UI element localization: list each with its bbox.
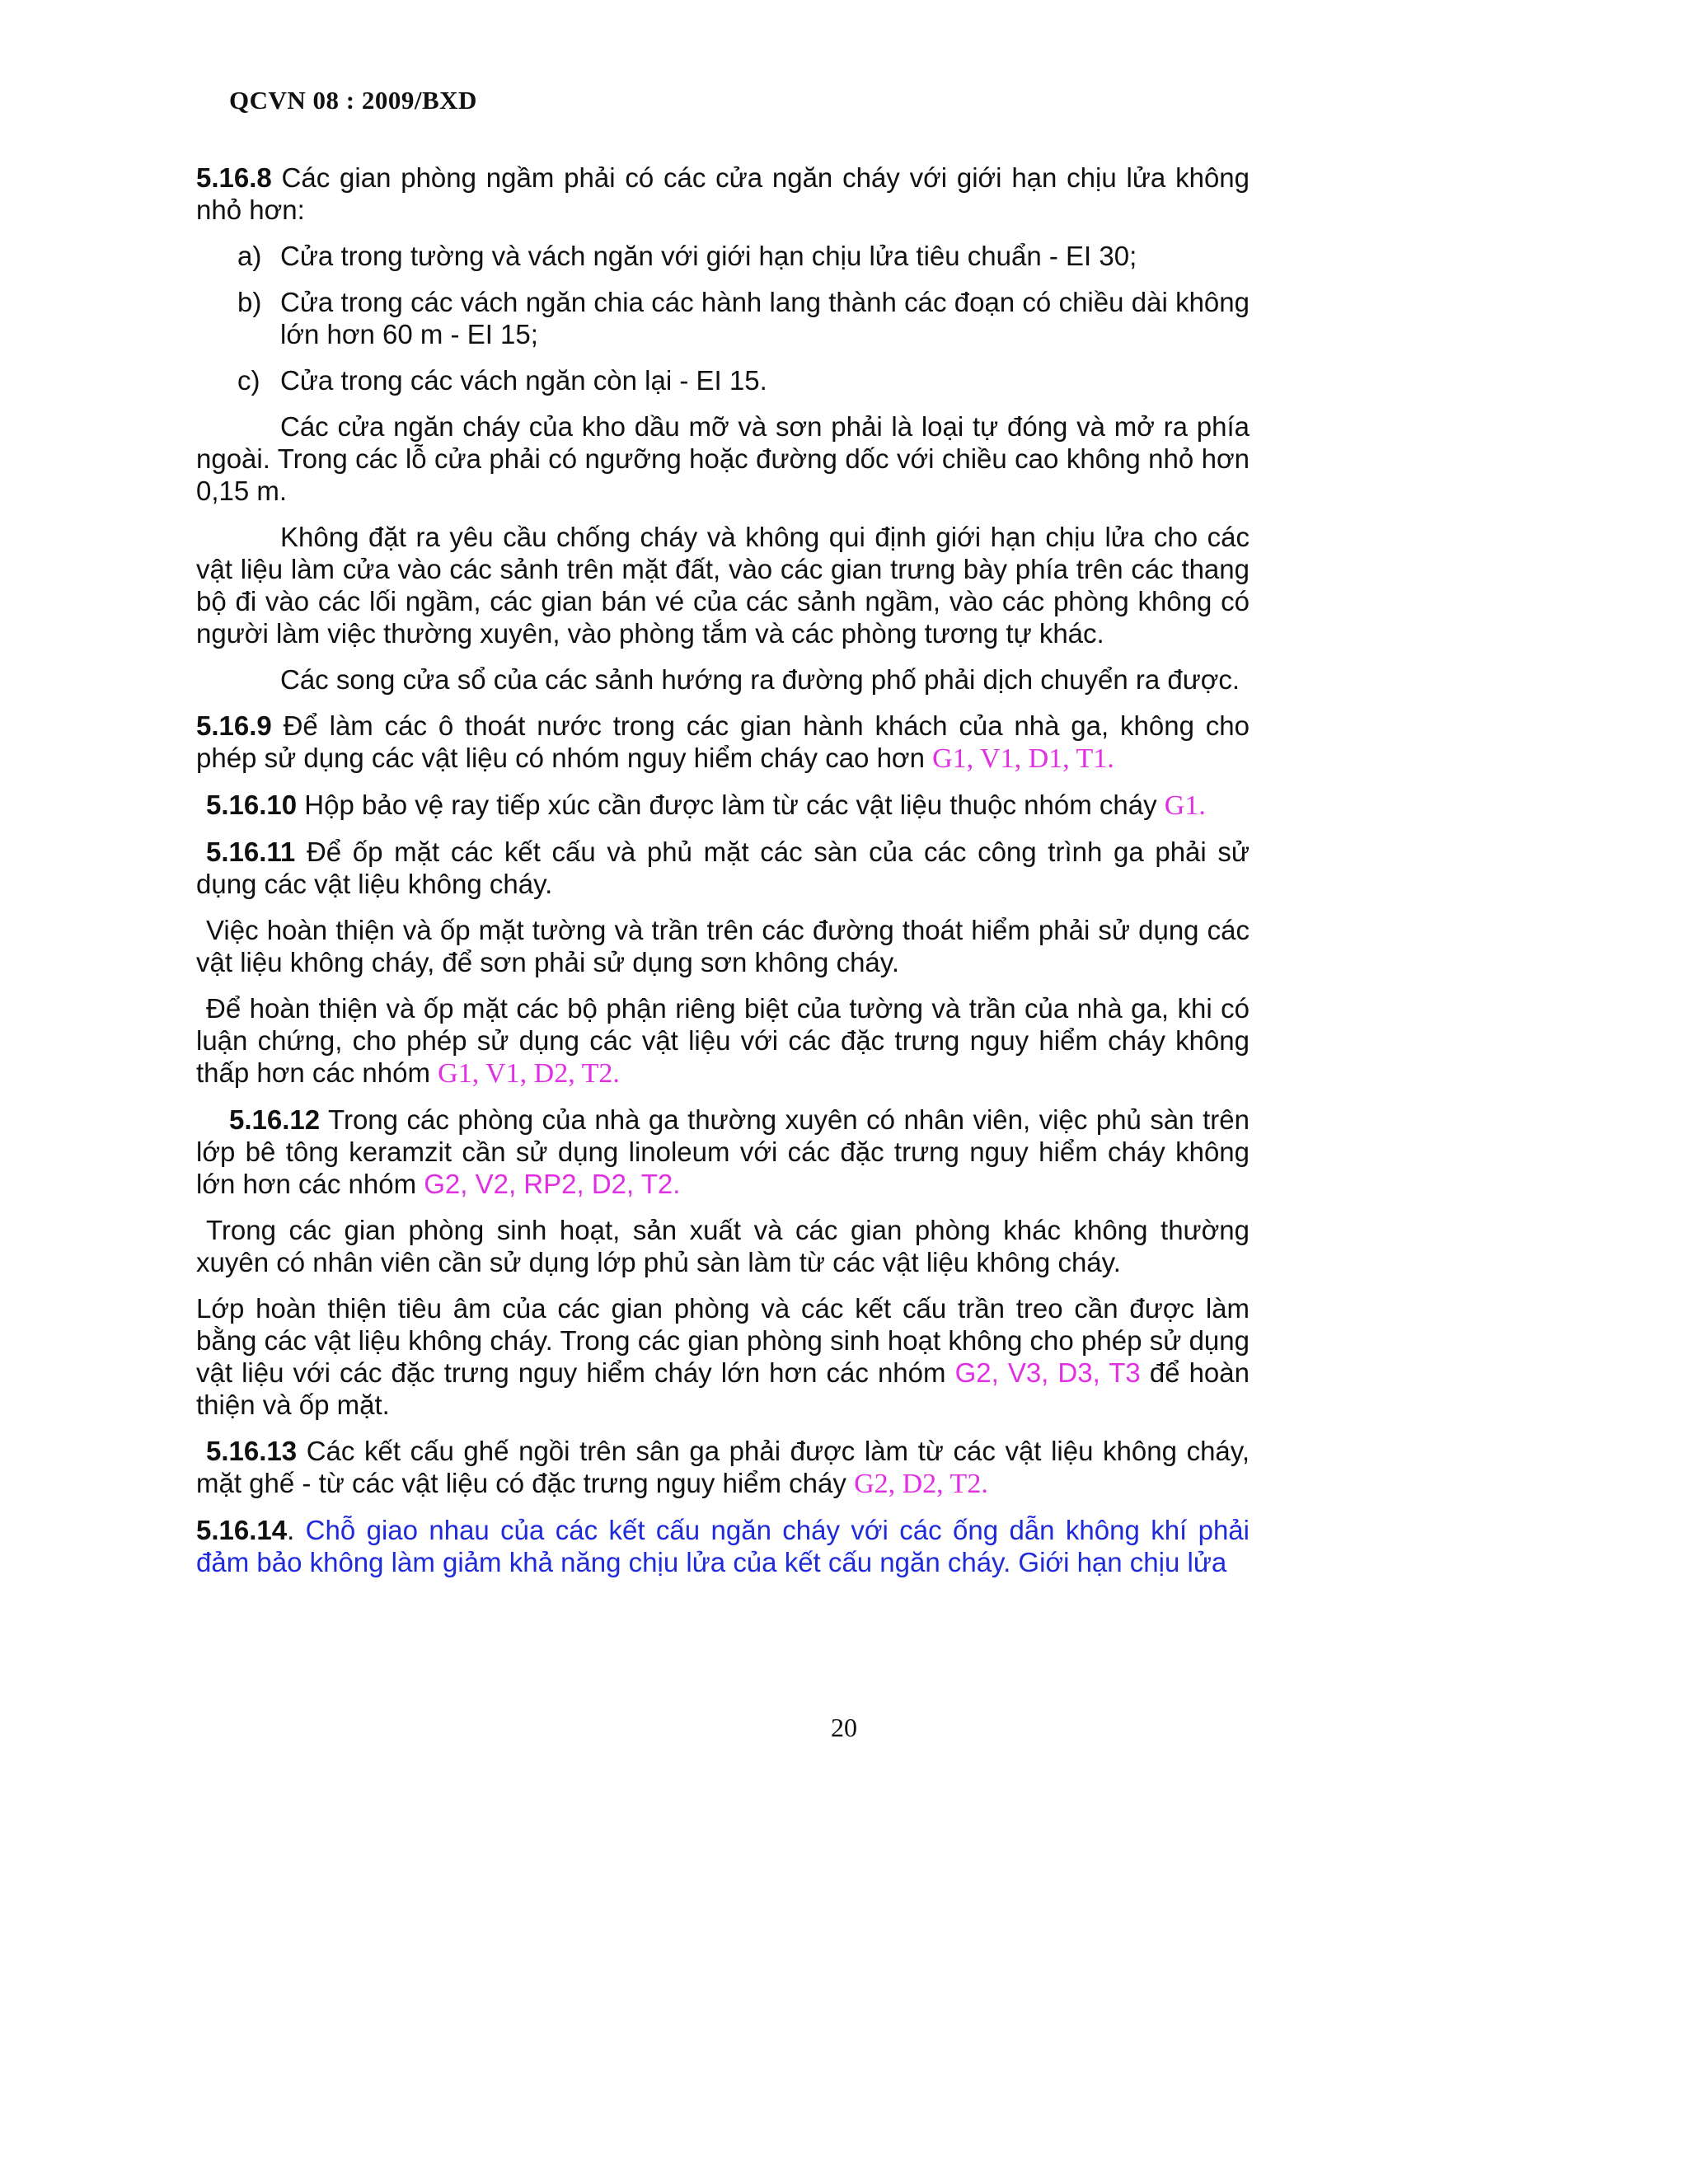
- section-dot: .: [287, 1515, 295, 1545]
- paragraph-acoustic-finish: [196, 1292, 1250, 1421]
- list-item-text: Cửa trong các vách ngăn còn lại - EI 15.: [280, 365, 767, 396]
- fire-group-highlight: G1, V1, D2, T2.: [438, 1058, 620, 1089]
- paragraph-text-end: để hoàn thiện và ốp mặt.: [196, 1357, 1250, 1420]
- list-item-c: [196, 364, 1250, 396]
- section-number: 5.16.12: [229, 1104, 321, 1135]
- section-number: 5.16.9: [196, 710, 272, 741]
- paragraph-floor-covering: Trong các gian phòng sinh hoạt, sản xuất và các gian phòng khác không thường xuyên có nhân viên cần sử dụng lớp phủ sàn làm từ các vật liệu không cháy.: [196, 1215, 1250, 1277]
- list-marker: b): [237, 287, 262, 317]
- paragraph-text: Lớp hoàn thiện tiêu âm của các gian phòng và các kết cấu trần treo cần được làm bằng các vật liệu không cháy. Trong các gian phòng sinh hoạt không cho phép sử dụng vật liệu với các đặc trưng nguy hiểm cháy lớn hơn các nhóm: [196, 1293, 1250, 1388]
- section-5-16-10: [196, 789, 1250, 822]
- document-body: [196, 162, 1250, 1592]
- list-marker: c): [237, 365, 260, 396]
- section-text: Các gian phòng ngầm phải có các cửa ngăn cháy với giới hạn chịu lửa không nhỏ hơn:: [196, 162, 1250, 225]
- paragraph-no-requirements: Không đặt ra yêu cầu chống cháy và không qui định giới hạn chịu lửa cho các vật liệu làm cửa vào các sảnh trên mặt đất, vào các gian trưng bày phía trên các thang bộ đi vào các lối ngầm, các gian bán vé của các sảnh ngầm, vào các phòng không có người làm việc thường xuyên, vào phòng tắm và các phòng tương tự khác.: [196, 522, 1250, 649]
- section-number: 5.16.13: [206, 1436, 298, 1466]
- section-5-16-9: [196, 710, 1250, 775]
- section-text: Trong các phòng của nhà ga thường xuyên có nhân viên, việc phủ sàn trên lớp bê tông keramzit cần sử dụng linoleum với các đặc trưng nguy hiểm cháy không lớn hơn các nhóm: [196, 1104, 1250, 1199]
- list-item-text: Cửa trong tường và vách ngăn với giới hạn chịu lửa tiêu chuẩn - EI 30;: [280, 241, 1137, 271]
- paragraph-text: Để hoàn thiện và ốp mặt các bộ phận riêng biệt của tường và trần của nhà ga, khi có luận chứng, cho phép sử dụng các vật liệu với các đặc trưng nguy hiểm cháy không thấp hơn các nhóm: [196, 993, 1250, 1088]
- document-code-header: QCVN 08 : 2009/BXD: [229, 86, 477, 115]
- fire-group-highlight: G1, V1, D1, T1.: [932, 743, 1114, 774]
- list-item-a: [196, 240, 1250, 272]
- paragraph-separate-parts: [196, 992, 1250, 1090]
- fire-group-highlight: G2, D2, T2.: [854, 1469, 988, 1499]
- paragraph-window-grilles: Các song cửa sổ của các sảnh hướng ra đường phố phải dịch chuyển ra được.: [280, 664, 1240, 695]
- section-text-blue: Chỗ giao nhau của các kết cấu ngăn cháy với các ống dẫn không khí phải đảm bảo không làm giảm khả năng chịu lửa của kết cấu ngăn cháy. Giới hạn chịu lửa: [196, 1515, 1250, 1577]
- list-item-b: [196, 286, 1250, 350]
- section-5-16-11: [196, 836, 1250, 900]
- list-item-text: Cửa trong các vách ngăn chia các hành lang thành các đoạn có chiều dài không lớn hơn 60 m - EI 15;: [280, 287, 1250, 349]
- section-number: 5.16.11: [206, 837, 296, 867]
- section-5-16-13: [196, 1435, 1250, 1500]
- section-number: 5.16.8: [196, 162, 272, 193]
- list-marker: a): [237, 241, 262, 271]
- page-number: 20: [831, 1713, 857, 1742]
- section-text: Các kết cấu ghế ngồi trên sân ga phải được làm từ các vật liệu không cháy, mặt ghế - từ các vật liệu có đặc trưng nguy hiểm cháy: [196, 1436, 1250, 1498]
- fire-group-highlight: G2, V2, RP2, D2, T2.: [424, 1169, 681, 1199]
- paragraph-escape-routes: Việc hoàn thiện và ốp mặt tường và trần trên các đường thoát hiểm phải sử dụng các vật liệu không cháy, để sơn phải sử dụng sơn không cháy.: [196, 915, 1250, 977]
- section-text: Để làm các ô thoát nước trong các gian hành khách của nhà ga, không cho phép sử dụng các vật liệu có nhóm nguy hiểm cháy cao hơn: [196, 710, 1250, 773]
- fire-group-highlight: G2, V3, D3, T3: [954, 1357, 1141, 1388]
- section-text: Để ốp mặt các kết cấu và phủ mặt các sàn của các công trình ga phải sử dụng các vật liệu không cháy.: [196, 837, 1250, 899]
- fire-group-highlight: G1.: [1164, 790, 1206, 821]
- paragraph-fire-doors: Các cửa ngăn cháy của kho dầu mỡ và sơn phải là loại tự đóng và mở ra phía ngoài. Trong các lỗ cửa phải có ngưỡng hoặc đường dốc với chiều cao không nhỏ hơn 0,15 m.: [196, 411, 1250, 506]
- section-5-16-8-intro: [196, 162, 1250, 226]
- section-5-16-14: [196, 1514, 1250, 1578]
- section-text: Hộp bảo vệ ray tiếp xúc cần được làm từ các vật liệu thuộc nhóm cháy: [297, 790, 1165, 820]
- section-number: 5.16.14: [196, 1515, 288, 1545]
- section-5-16-12: [196, 1104, 1250, 1200]
- section-number: 5.16.10: [206, 790, 298, 820]
